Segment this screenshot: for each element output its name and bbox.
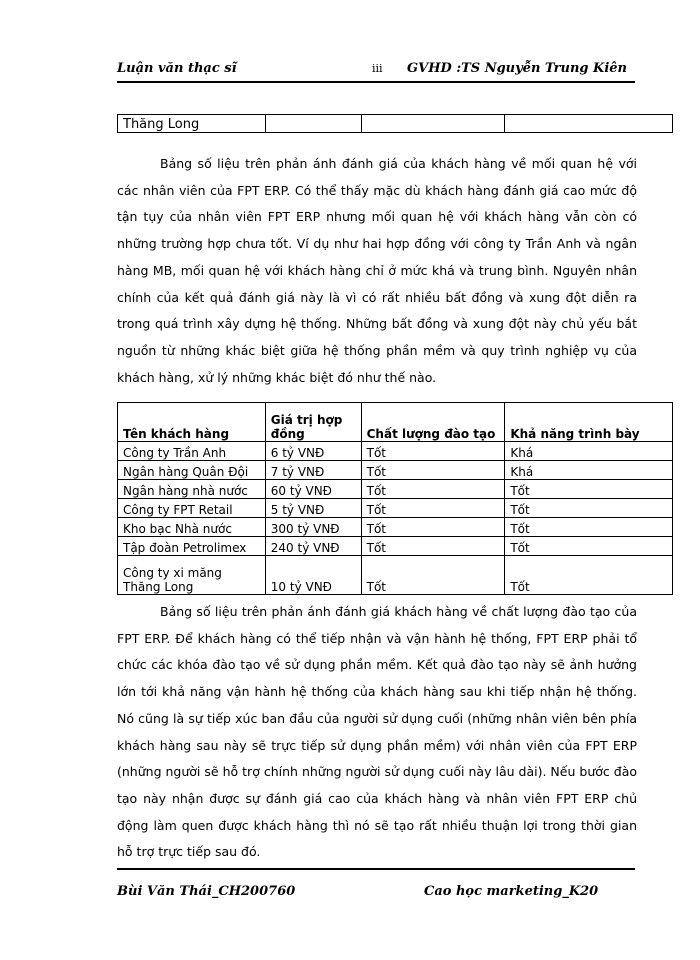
table-cell: Tốt: [505, 499, 673, 518]
training-quality-table: [117, 402, 673, 595]
table-row: [118, 556, 673, 595]
table-header-row: [118, 403, 673, 442]
table-cell: Tốt: [505, 480, 673, 499]
table-cell: 60 tỷ VNĐ: [265, 480, 361, 499]
table-cell: 6 tỷ VNĐ: [265, 442, 361, 461]
table-row: [118, 518, 673, 537]
table-cell: 7 tỷ VNĐ: [265, 461, 361, 480]
table-cell: 10 tỷ VNĐ: [265, 556, 361, 595]
header-thesis-type: Luận văn thạc sĩ: [117, 61, 237, 76]
header-page-number: iii: [372, 62, 383, 75]
table-cell: Tốt: [505, 556, 673, 595]
table-cell: Công ty xi măng Thăng Long: [118, 556, 266, 595]
table-cell: Thăng Long: [118, 115, 266, 133]
table-cell: [361, 115, 505, 133]
table-cell: Công ty FPT Retail: [118, 499, 266, 518]
header-supervisor: GVHD :TS Nguyễn Trung Kiên: [407, 61, 627, 76]
column-header: Chất lượng đào tạo: [361, 403, 505, 442]
table-row: [118, 480, 673, 499]
column-header: Tên khách hàng: [118, 403, 266, 442]
table-cell: [265, 115, 361, 133]
paragraph-training-analysis: Bảng số liệu trên phản ánh đánh giá khách hàng về chất lượng đào tạo của FPT ERP. Để khách hàng có thể tiếp nhận và vận hành hệ thống, FPT ERP phải tổ chức các khóa đào tạo về sử dụng phần mềm. Kết quả đào tạo này sẽ ảnh hưởng lớn tới khả năng vận hành hệ thống của khách hàng sau khi tiếp nhận hệ thống. Nó cũng là sự tiếp xúc ban đầu của người sử dụng cuối (những nhân viên bên phía khách hàng sau này sẽ trực tiếp sử dụng phần mềm) với nhân viên của FPT ERP (những người sẽ hỗ trợ chính những người sử dụng cuối này lâu dài). Nếu bước đào tạo này nhận được sự đánh giá cao của khách hàng và nhân viên FPT ERP chủ động làm quen được khách hàng thì nó sẽ tạo rất nhiều thuận lợi trong thời gian hỗ trợ trực tiếp sau đó.: [117, 604, 637, 860]
table-cell: Ngân hàng Quân Đội: [118, 461, 266, 480]
table-cell: Khá: [505, 442, 673, 461]
table-cell: Tốt: [361, 499, 505, 518]
table-row: [118, 537, 673, 556]
table-cell: Tốt: [361, 556, 505, 595]
table-row: [118, 115, 673, 133]
table-cell: Công ty Trần Anh: [118, 442, 266, 461]
table-row: [118, 499, 673, 518]
table-cell: Tốt: [505, 537, 673, 556]
table-cell: Tốt: [505, 518, 673, 537]
table-cell: Tốt: [361, 442, 505, 461]
table-row: [118, 442, 673, 461]
table-cell: [505, 115, 673, 133]
column-header: Khả năng trình bày: [505, 403, 673, 442]
footer-program: Cao học marketing_K20: [424, 884, 599, 899]
table-cell: Kho bạc Nhà nước: [118, 518, 266, 537]
table-cell: Tốt: [361, 518, 505, 537]
footer-divider: [117, 868, 635, 870]
table-cell: 5 tỷ VNĐ: [265, 499, 361, 518]
column-header: Giá trị hợp đồng: [265, 403, 361, 442]
table-cell: Tốt: [361, 480, 505, 499]
table-cell: 240 tỷ VNĐ: [265, 537, 361, 556]
table-cell: Tập đoàn Petrolimex: [118, 537, 266, 556]
page-header: [117, 55, 635, 83]
table-cell: Ngân hàng nhà nước: [118, 480, 266, 499]
table-row: [118, 461, 673, 480]
continued-table-fragment: [117, 114, 673, 133]
table-cell: Tốt: [361, 537, 505, 556]
paragraph-relationship-analysis: Bảng số liệu trên phản ánh đánh giá của khách hàng về mối quan hệ với các nhân viên của FPT ERP. Có thể thấy mặc dù khách hàng đánh giá cao mức độ tận tụy của nhân viên FPT ERP nhưng mối quan hệ với khách hàng vẫn còn có những trường hợp chưa tốt. Ví dụ như hai hợp đồng với công ty Trần Anh và ngân hàng MB, mối quan hệ với khách hàng chỉ ở mức khá và trung bình. Nguyên nhân chính của kết quả đánh giá này là vì có rất nhiều bất đồng và xung đột diễn ra trong quá trình xây dựng hệ thống. Những bất đồng và xung đột này chủ yếu bắt nguồn từ những khác biệt giữa hệ thống phần mềm và quy trình nghiệp vụ của khách hàng, xử lý những khác biệt đó như thế nào.: [117, 156, 637, 385]
table-cell: Khá: [505, 461, 673, 480]
footer-author: Bùi Văn Thái_CH200760: [117, 884, 296, 899]
table-cell: Tốt: [361, 461, 505, 480]
table-cell: 300 tỷ VNĐ: [265, 518, 361, 537]
